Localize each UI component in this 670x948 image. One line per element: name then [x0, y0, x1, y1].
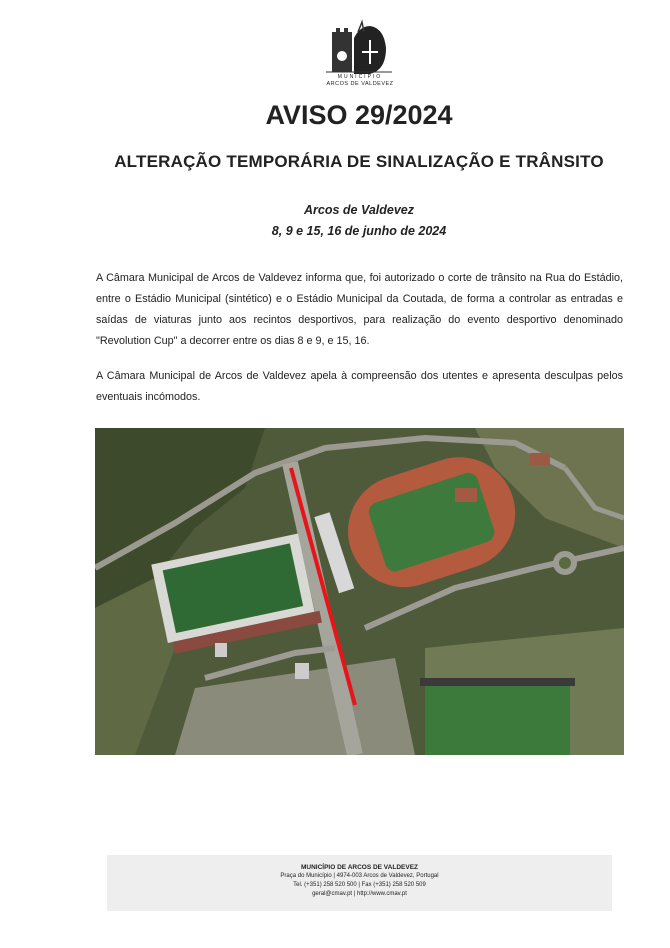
- footer-contact-box: [107, 855, 612, 911]
- page-subtitle: ALTERAÇÃO TEMPORÁRIA DE SINALIZAÇÃO E TRÂNSITO: [114, 152, 604, 171]
- logo-line1: MUNICÍPIO: [337, 74, 383, 80]
- dates-text: 8, 9 e 15, 16 de junho de 2024: [271, 224, 447, 238]
- notice-paragraph-1: A Câmara Municipal de Arcos de Valdevez informa que, foi autorizado o corte de trânsito na Rua do Estádio, entre o Estádio Municipal (sintético) e o Estádio Municipal da Coutada, de forma a controlar as entradas e saídas de viaturas junto aos recintos desportivos, para realização do evento desportivo denominado "Revolution Cup" a decorrer entre os dias 8 e 9, e 15, 16.: [96, 272, 623, 347]
- location-text: Arcos de Valdevez: [303, 203, 414, 217]
- notice-paragraph-2: A Câmara Municipal de Arcos de Valdevez apela à compreensão dos utentes e apresenta desculpas pelos eventuais incómodos.: [96, 370, 623, 403]
- footer-address: Praça do Município | 4974-003 Arcos de Valdevez, Portugal: [280, 873, 439, 879]
- aerial-map-image: [95, 428, 624, 755]
- page-title: AVISO 29/2024: [265, 100, 453, 130]
- footer-web: geral@cmav.pt | http://www.cmav.pt: [312, 891, 407, 897]
- footer-phones: Tel. (+351) 258 520 500 | Fax (+351) 258 520 509: [293, 882, 426, 888]
- footer-name: MUNICÍPIO DE ARCOS DE VALDEVEZ: [300, 864, 418, 871]
- logo-line2: ARCOS DE VALDEVEZ: [326, 81, 394, 87]
